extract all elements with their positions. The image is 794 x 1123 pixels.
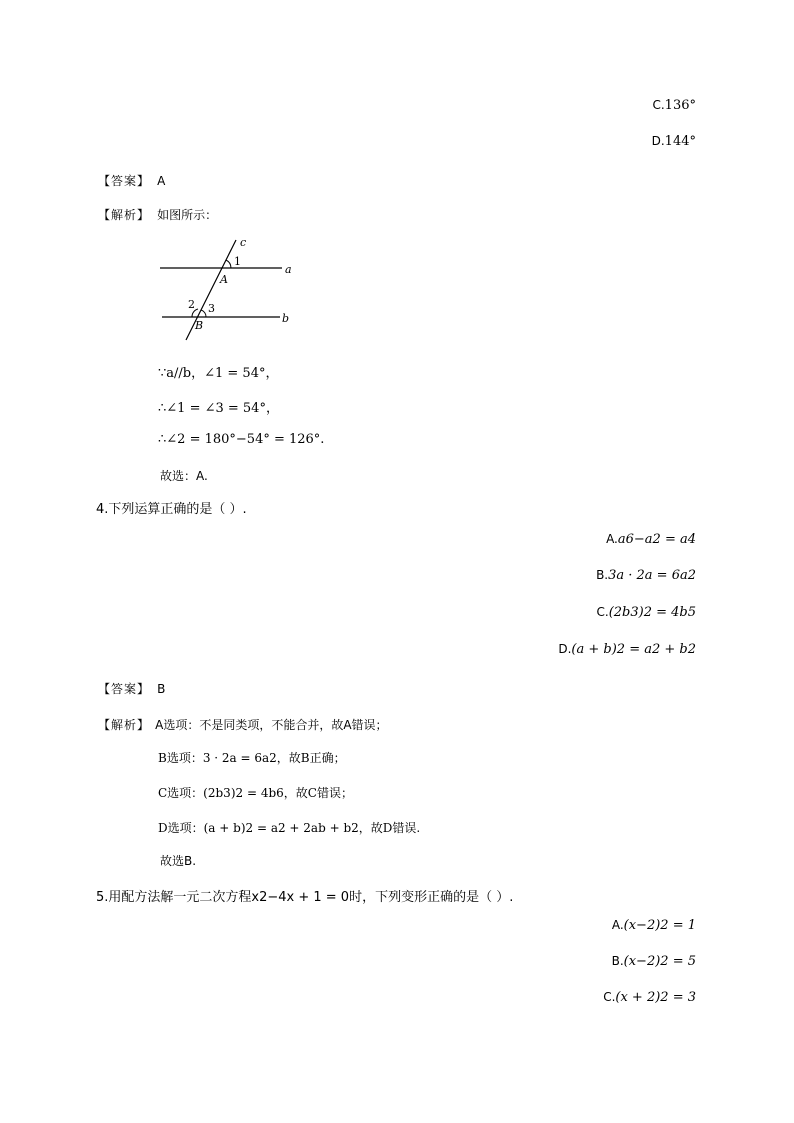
option-label: B. bbox=[596, 568, 609, 582]
answer-tag: 【答案】 bbox=[98, 682, 151, 696]
label-A: A bbox=[220, 273, 228, 286]
analysis-text: A选项：不是同类项，不能合并，故A错误； bbox=[155, 718, 388, 732]
q4-conclusion: 故选B. bbox=[160, 854, 197, 868]
option-label: A. bbox=[606, 532, 618, 546]
option-label: C. bbox=[603, 990, 616, 1004]
q4-analysis-line bbox=[98, 714, 388, 733]
option-d bbox=[652, 134, 696, 149]
label-2: 2 bbox=[188, 298, 195, 311]
option-text: 136° bbox=[664, 98, 696, 113]
label-a: a bbox=[285, 263, 292, 276]
q4-analysis-d: D选项：(a + b)2 = a2 + 2ab + b2，故D错误. bbox=[158, 821, 421, 835]
angle-1-arc bbox=[226, 260, 231, 268]
option-label: D. bbox=[651, 134, 665, 148]
q4-option-b bbox=[596, 568, 696, 583]
q5-option-a bbox=[612, 918, 696, 933]
option-label: D. bbox=[558, 642, 572, 656]
label-c: c bbox=[240, 236, 247, 249]
question-4-stem: 4.下列运算正确的是（ ）. bbox=[96, 502, 247, 517]
q4-analysis-c: C选项：(2b3)2 = 4b6，故C错误； bbox=[158, 786, 353, 800]
q4-option-a bbox=[606, 532, 696, 547]
option-text: (x−2)2 = 1 bbox=[623, 918, 696, 933]
option-text: (x + 2)2 = 3 bbox=[615, 990, 696, 1005]
step-2: ∴∠1 = ∠3 = 54°， bbox=[158, 401, 279, 416]
analysis-intro: 如图所示： bbox=[157, 208, 218, 222]
step-1: ∵a//b，∠1 = 54°， bbox=[158, 366, 279, 381]
option-text: (2b3)2 = 4b5 bbox=[608, 605, 696, 620]
line-c bbox=[186, 240, 236, 340]
answer-value: B bbox=[157, 682, 166, 696]
q4-option-d bbox=[558, 642, 696, 657]
answer-value: A bbox=[157, 174, 166, 188]
angle-3-arc bbox=[201, 310, 206, 317]
label-1: 1 bbox=[234, 255, 241, 268]
option-text: a6−a2 = a4 bbox=[617, 532, 696, 547]
step-3: ∴∠2 = 180°−54° = 126°. bbox=[158, 432, 325, 447]
option-text: (x−2)2 = 5 bbox=[623, 954, 696, 969]
label-b: b bbox=[282, 312, 290, 325]
option-label: C. bbox=[596, 605, 609, 619]
option-c bbox=[652, 98, 696, 113]
parallel-lines-figure bbox=[150, 232, 310, 344]
answer-line bbox=[98, 170, 165, 189]
option-text: 3a · 2a = 6a2 bbox=[608, 568, 696, 583]
question-5-stem: 5.用配方法解一元二次方程x2−4x + 1 = 0时，下列变形正确的是（ ）. bbox=[96, 890, 514, 905]
answer-tag: 【答案】 bbox=[98, 174, 151, 188]
option-text: 144° bbox=[664, 134, 696, 149]
label-B: B bbox=[195, 319, 204, 332]
option-label: C. bbox=[652, 98, 665, 112]
analysis-tag: 【解析】 bbox=[98, 718, 151, 732]
q4-analysis-b: B选项：3 · 2a = 6a2，故B正确； bbox=[158, 751, 346, 765]
analysis-tag: 【解析】 bbox=[98, 208, 151, 222]
label-3: 3 bbox=[208, 302, 215, 315]
option-label: A. bbox=[611, 918, 624, 932]
q4-answer-line bbox=[98, 678, 165, 697]
option-text: (a + b)2 = a2 + b2 bbox=[571, 642, 696, 657]
q5-option-c bbox=[603, 990, 696, 1005]
q4-option-c bbox=[596, 605, 696, 620]
analysis-line bbox=[98, 204, 217, 223]
step-conclusion: 故选：A. bbox=[160, 469, 208, 483]
q5-option-b bbox=[612, 954, 696, 969]
option-label: B. bbox=[611, 954, 624, 968]
